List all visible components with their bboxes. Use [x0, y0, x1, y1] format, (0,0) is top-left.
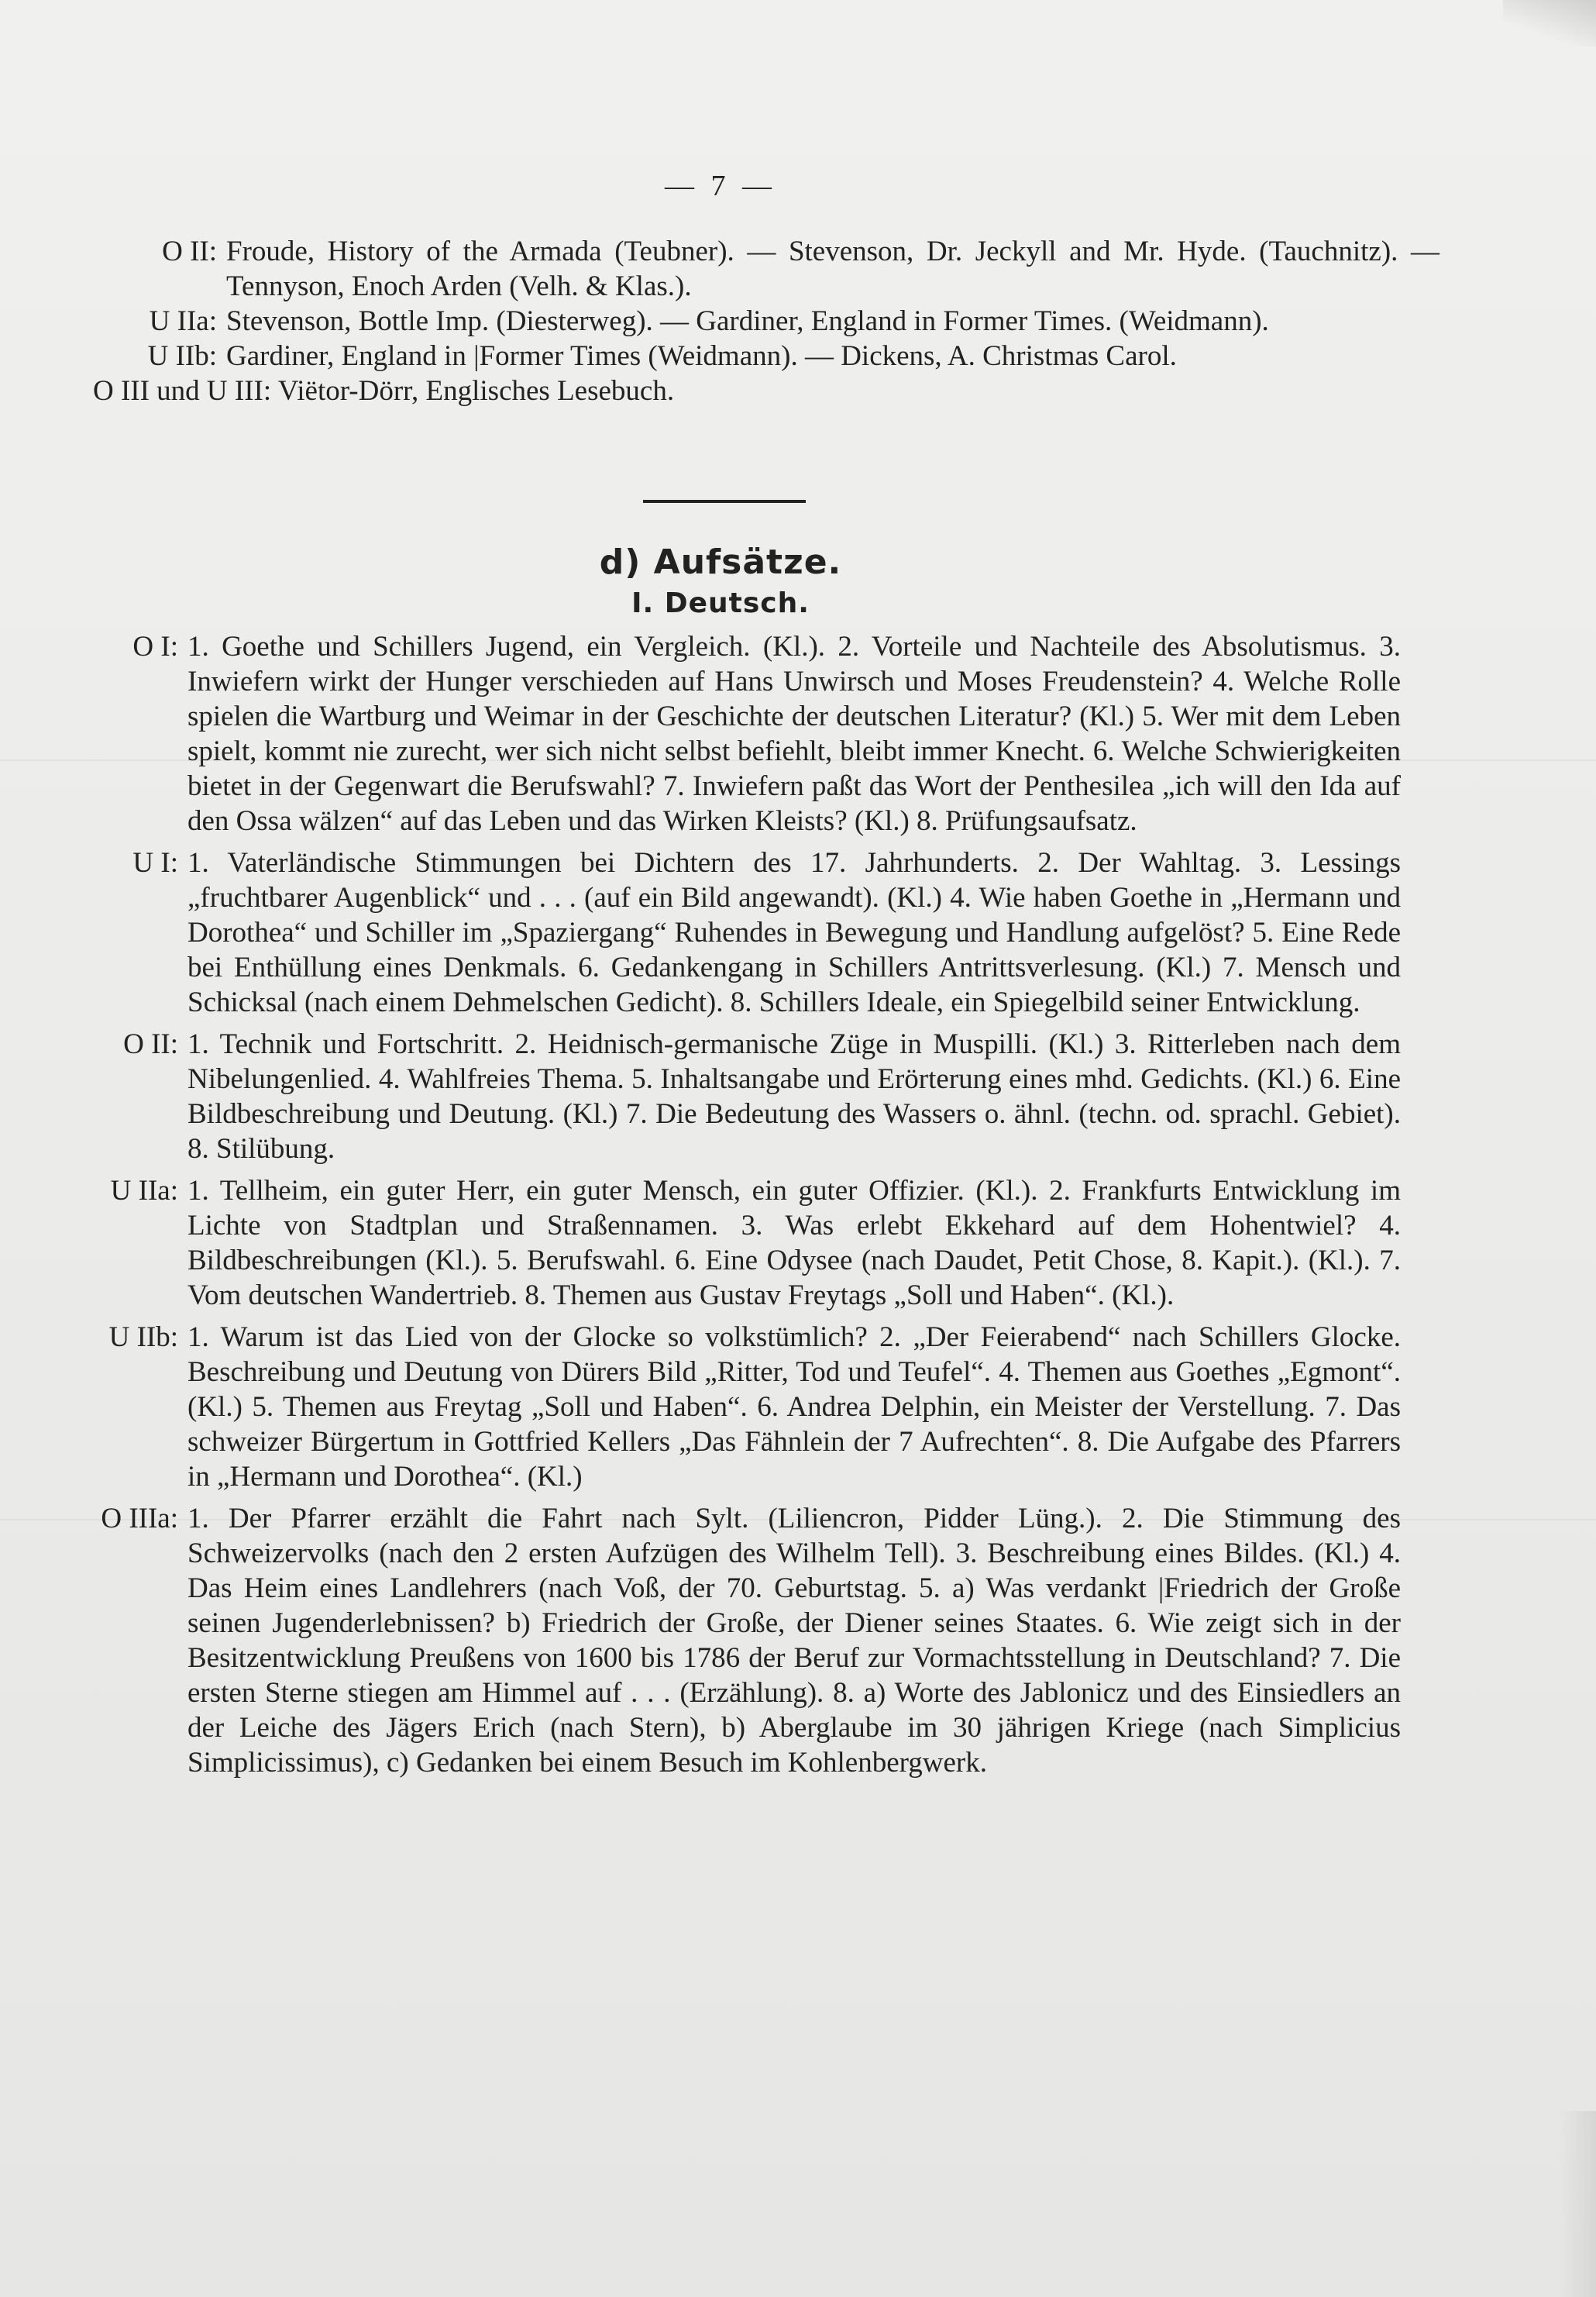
essay-list	[15, 629, 1401, 1780]
class-label: O IIIa:	[101, 1503, 178, 1534]
reading-text: Stevenson, Bottle Imp. (Diesterweg). — Gardiner, England in Former Times. (Weidmann).	[226, 305, 1269, 337]
class-label: U IIa:	[149, 305, 217, 337]
essay-text: 1. Tellheim, ein guter Herr, ein guter Mensch, ein guter Offizier. (Kl.). 2. Frankfurts Entwicklung im Lichte von Stadtplan und Straßennamen. 3. Was erlebt Ekkehard auf dem Hohentwiel? 4. Bildbeschreibungen (Kl.). 5. Berufswahl. 6. Eine Odysee (nach Daudet, Petit Chose, 8. Kapit.). (Kl.). 7. Vom deutschen Wandertrieb. 8. Themen aus Gustav Freytags „Soll und Haben“. (Kl.).	[187, 1175, 1401, 1311]
reading-entry	[54, 234, 1439, 304]
class-label: U IIa:	[110, 1175, 178, 1207]
essay-entry	[15, 1501, 1401, 1780]
class-label: O II:	[162, 236, 217, 267]
class-label: O I:	[132, 631, 178, 663]
class-label: U I:	[132, 847, 178, 879]
class-label: U IIb:	[108, 1321, 178, 1353]
sub-heading: I. Deutsch.	[631, 587, 810, 619]
essay-entry	[15, 1320, 1401, 1494]
essay-entry	[15, 1027, 1401, 1166]
section-heading: d) Aufsätze.	[599, 542, 842, 582]
essay-text: 1. Der Pfarrer erzählt die Fahrt nach Sylt. (Liliencron, Pidder Lüng.). 2. Die Stimmung des Schweizervolks (nach den 2 ersten Aufzügen des Wilhelm Tell). 3. Beschreibung eines Bildes. (Kl.) 4. Das Heim eines Landlehrers (nach Voß, der 70. Geburtstag. 5. a) Was verdankt |Friedrich der Große seinen Jugenderlebnissen? b) Friedrich der Große, der Diener seines Staates. 6. Wie zeigt sich in der Besitzentwicklung Preußens von 1600 bis 1786 der Beruf zur Vormachtsstellung in Deutschland? 7. Die ersten Sterne stiegen am Himmel auf . . . (Erzählung). 8. a) Worte des Jablonicz und des Einsiedlers an der Leiche des Jägers Erich (nach Stern), b) Aberglaube im 30 jährigen Kriege (nach Simplicius Simplicissimus), c) Gedanken bei einem Besuch im Kohlenbergwerk.	[187, 1503, 1401, 1779]
class-label: O III und U III:	[93, 375, 272, 407]
essay-text: 1. Goethe und Schillers Jugend, ein Vergleich. (Kl.). 2. Vorteile und Nachteile des Absolutismus. 3. Inwiefern wirkt der Hunger verschieden auf Hans Unwirsch und Moses Freudenstein? 4. Welche Rolle spielen die Wartburg und Weimar in der Geschichte der deutschen Literatur? (Kl.) 5. Wer mit dem Leben spielt, kommt nie zurecht, wer sich nicht selbst befiehlt, bleibt immer Knecht. 6. Welche Schwierigkeiten bietet in der Gegenwart die Berufswahl? 7. Inwiefern paßt das Wort der Penthesilea „ich will den Ida auf den Ossa wälzen“ auf das Leben und das Wirken Kleists? (Kl.) 8. Prüfungsaufsatz.	[187, 631, 1401, 837]
corner-fold	[1503, 0, 1596, 46]
class-label: U IIb:	[147, 340, 217, 372]
corner-fold	[1550, 2111, 1596, 2297]
reading-list	[54, 234, 1439, 408]
class-label: O II:	[123, 1028, 178, 1060]
reading-entry	[54, 339, 1439, 374]
essay-entry	[15, 1173, 1401, 1313]
reading-entry	[54, 374, 1439, 408]
essay-entry	[15, 845, 1401, 1020]
reading-text: Viëtor-Dörr, Englisches Lesebuch.	[277, 375, 675, 407]
reading-entry	[54, 304, 1439, 339]
reading-text: Gardiner, England in |Former Times (Weidmann). — Dickens, A. Christmas Carol.	[226, 340, 1177, 372]
essay-text: 1. Vaterländische Stimmungen bei Dichtern des 17. Jahrhunderts. 2. Der Wahltag. 3. Lessings „fruchtbarer Augenblick“ und . . . (auf ein Bild angewandt). (Kl.) 4. Wie haben Goethe in „Hermann und Dorothea“ und Schiller im „Spaziergang“ Ruhendes in Bewegung und Handlung aufgelöst? 5. Eine Rede bei Enthüllung eines Denkmals. 6. Gedankengang in Schillers Antrittsverlesung. (Kl.) 7. Mensch und Schicksal (nach einem Dehmelschen Gedicht). 8. Schillers Ideale, ein Spiegelbild seiner Entwicklung.	[187, 847, 1401, 1018]
essay-text: 1. Warum ist das Lied von der Glocke so volkstümlich? 2. „Der Feierabend“ nach Schillers Glocke. Beschreibung und Deutung von Dürers Bild „Ritter, Tod und Teufel“. 4. Themen aus Goethes „Egmont“. (Kl.) 5. Themen aus Freytag „Soll und Haben“. 6. Andrea Delphin, ein Meister der Verstellung. 7. Das schweizer Bürgertum in Gottfried Kellers „Das Fähnlein der 7 Aufrechten“. 8. Die Aufgabe des Pfarrers in „Hermann und Dorothea“. (Kl.)	[187, 1321, 1401, 1493]
essay-text: 1. Technik und Fortschritt. 2. Heidnisch-germanische Züge in Muspilli. (Kl.) 3. Ritterleben nach dem Nibelungenlied. 4. Wahlfreies Thema. 5. Inhaltsangabe und Erörterung eines mhd. Gedichts. (Kl.) 6. Eine Bildbeschreibung und Deutung. (Kl.) 7. Die Bedeutung des Wassers o. ähnl. (techn. od. sprachl. Gebiet). 8. Stilübung.	[187, 1028, 1401, 1165]
page-number: — 7 —	[665, 170, 776, 202]
essay-entry	[15, 629, 1401, 839]
section-divider	[643, 500, 806, 503]
reading-text: Froude, History of the Armada (Teubner). — Stevenson, Dr. Jeckyll and Mr. Hyde. (Tauchnitz). — Tennyson, Enoch Arden (Velh. & Klas.).	[226, 236, 1439, 302]
